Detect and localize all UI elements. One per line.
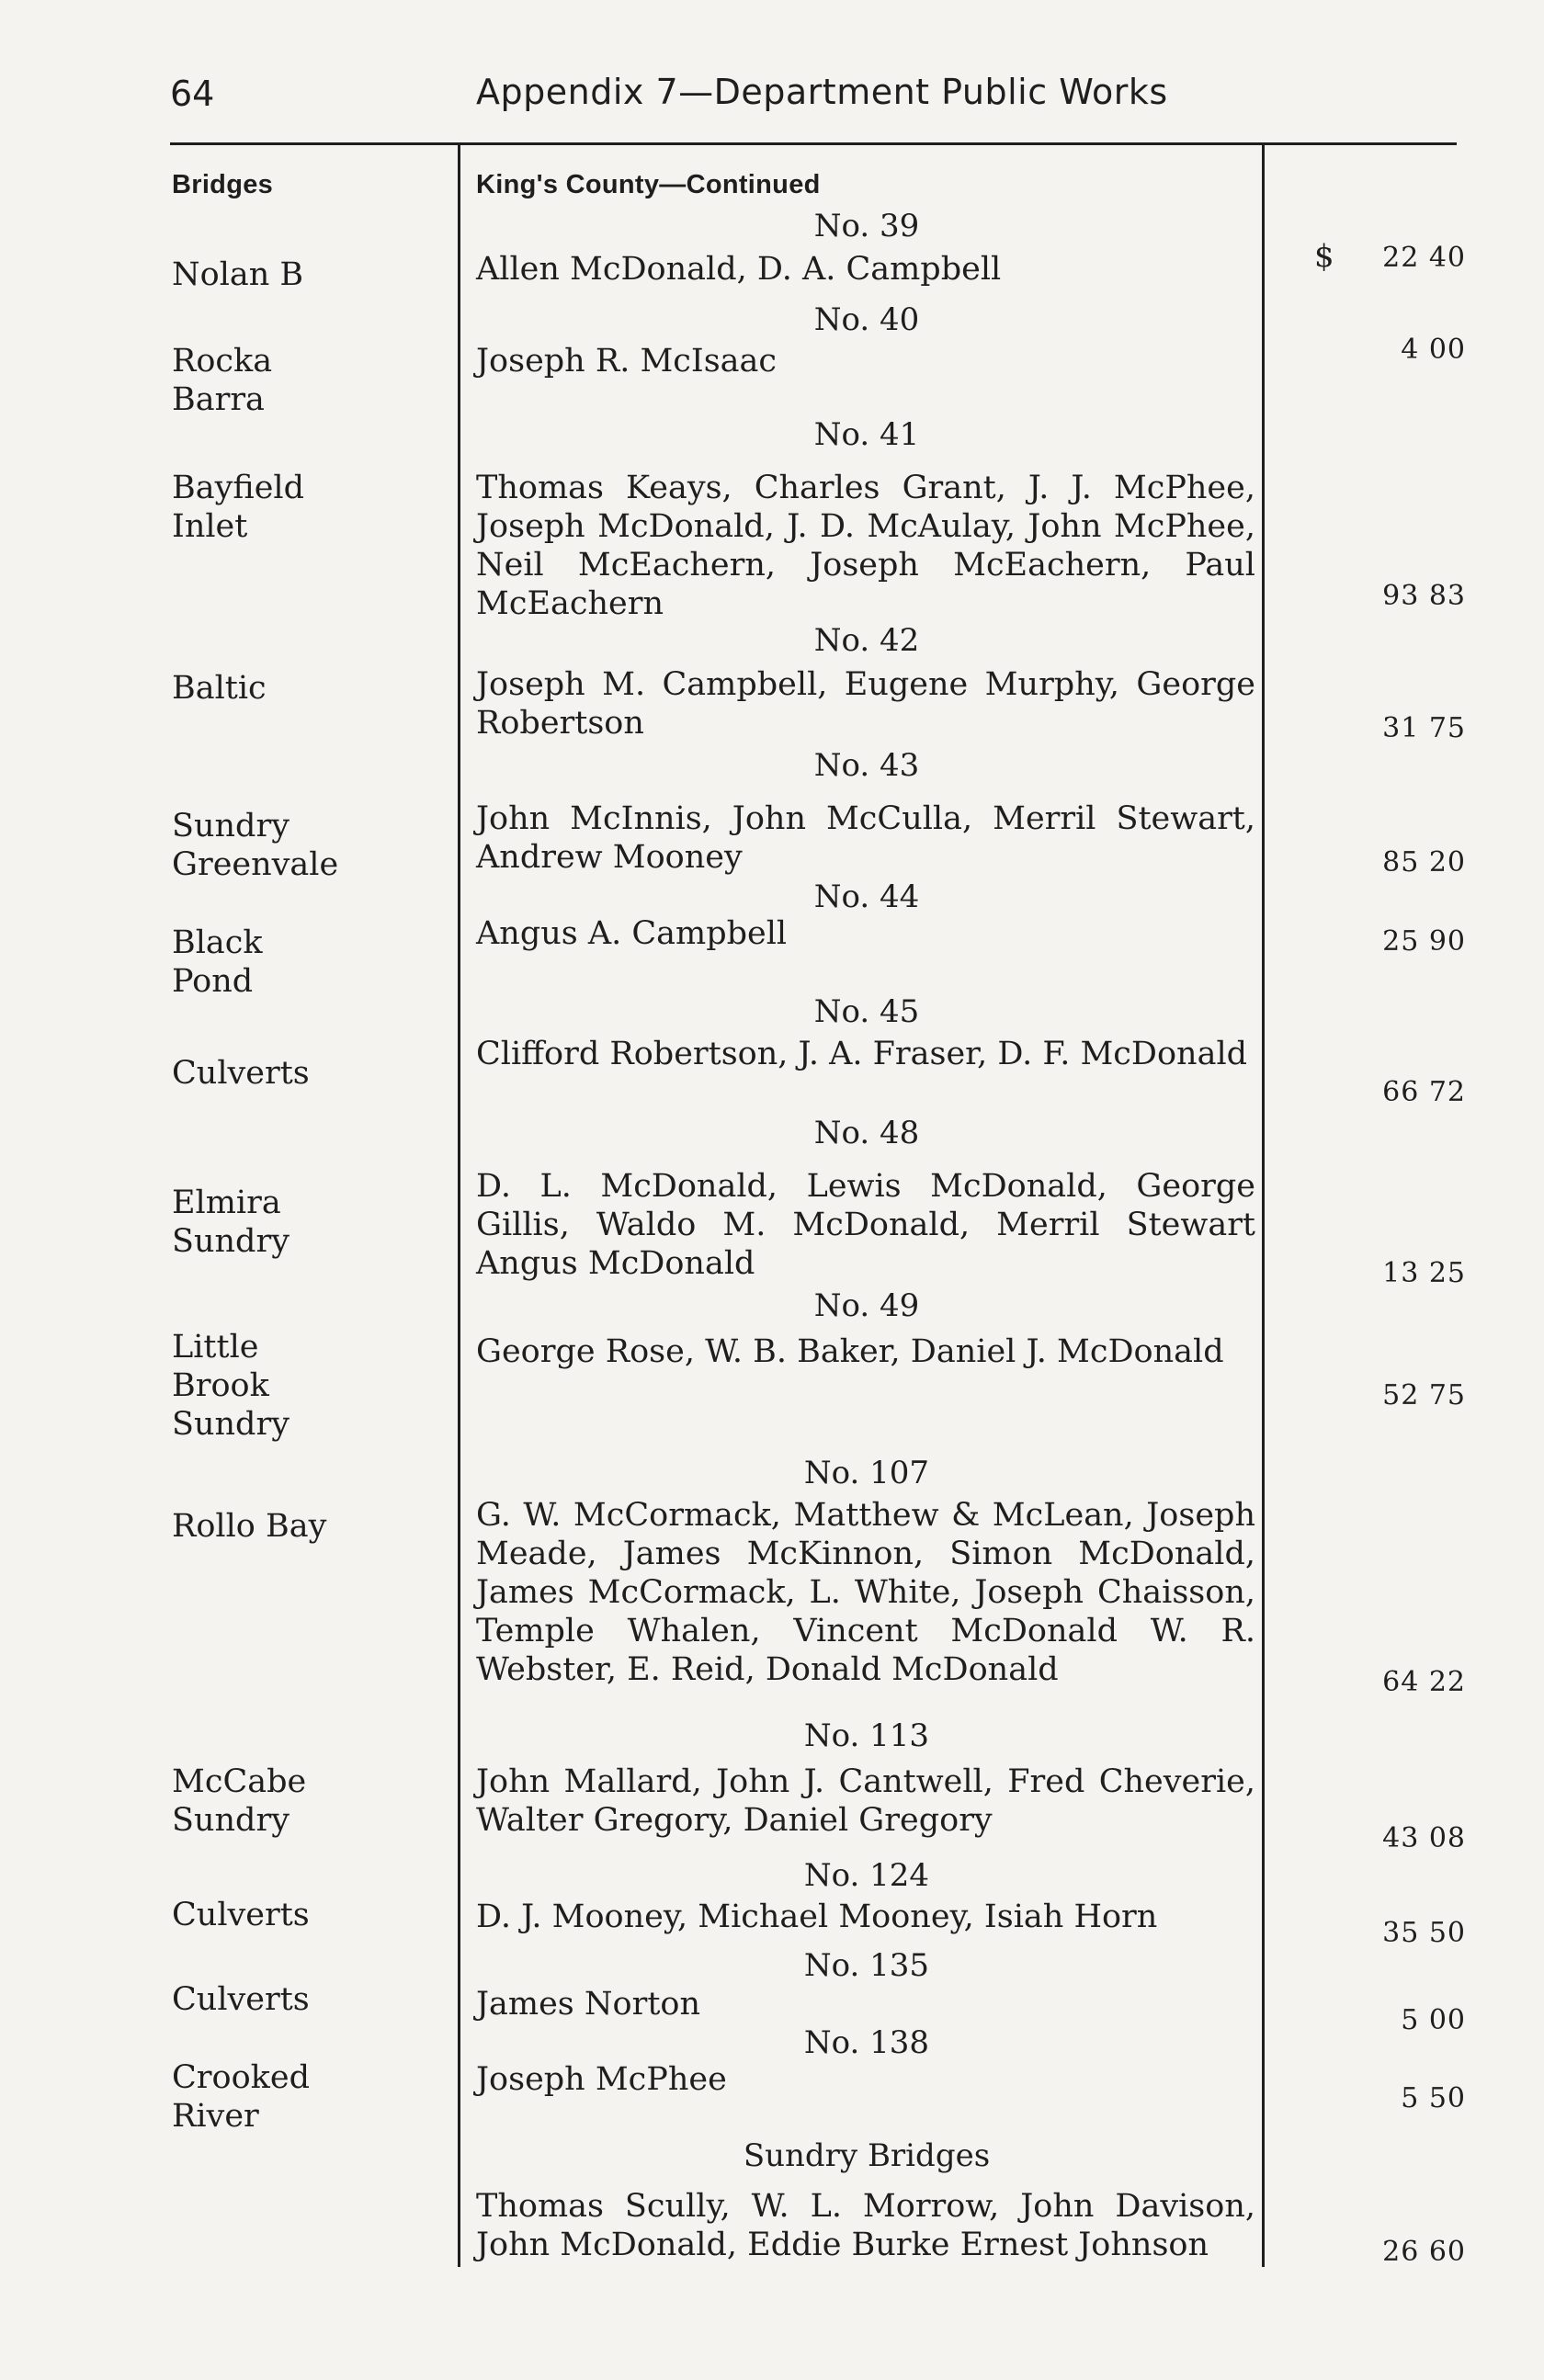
column-rule-right: [1262, 144, 1265, 2267]
bridge-name: Sundry Greenvale: [172, 808, 339, 883]
entry-number: No. 49: [813, 1287, 920, 1324]
entry-number: No. 39: [813, 208, 920, 244]
entry-amount: 66 72: [1382, 1076, 1466, 1108]
entry-number: No. 43: [813, 747, 920, 784]
bridge-name: Bayfield Inlet: [172, 470, 305, 545]
entry-names: G. W. McCormack, Matthew & McLean, Joseph Meade, James McKinnon, Simon McDonald, James McCormack, L. White, Joseph Chaisson, Temple Whalen, Vincent McDonald W. R. Webster, E. Reid, Donald McDonald: [476, 1497, 1255, 1688]
entry-number: No. 135: [803, 1947, 930, 1984]
bridge-name: Elmira Sundry: [172, 1184, 290, 1260]
entry-number: Sundry Bridges: [743, 2137, 991, 2174]
entry-number: No. 48: [813, 1115, 920, 1151]
entry-names: Thomas Scully, W. L. Morrow, John Davison, John McDonald, Eddie Burke Ernest Johnson: [476, 2188, 1255, 2263]
entry-amount: 64 22: [1382, 1666, 1466, 1698]
entry-number: No. 44: [813, 878, 920, 915]
column-heading-county: King's County—Continued: [476, 170, 821, 199]
bridge-name: Rollo Bay: [172, 1508, 327, 1545]
entry-number: No. 40: [813, 301, 920, 338]
entry-amount: 52 75: [1382, 1379, 1466, 1411]
entry-amount: 22 40: [1382, 242, 1466, 274]
bridge-name: Culverts: [172, 1897, 310, 1933]
entry-amount: 85 20: [1382, 846, 1466, 878]
bridge-name: Baltic: [172, 670, 267, 707]
entry-names: D. L. McDonald, Lewis McDonald, George Gillis, Waldo M. McDonald, Merril Stewart Angus McDonald: [476, 1168, 1255, 1282]
entry-amount: 43 08: [1382, 1822, 1466, 1854]
entry-amount: 13 25: [1382, 1257, 1466, 1289]
entry-names: Joseph R. McIsaac: [476, 343, 778, 380]
entry-names: Joseph M. Campbell, Eugene Murphy, George Robertson: [476, 666, 1255, 742]
entry-amount: 5 00: [1401, 2004, 1466, 2036]
dollar-sign: $: [1314, 238, 1334, 275]
bridge-name: Nolan B: [172, 256, 304, 293]
entry-names: George Rose, W. B. Baker, Daniel J. McDonald: [476, 1333, 1224, 1370]
entry-names: Joseph McPhee: [476, 2061, 727, 2098]
bridge-name: Little Brook Sundry: [172, 1329, 290, 1443]
entry-amount: 25 90: [1382, 925, 1466, 958]
entry-number: No. 42: [813, 622, 920, 659]
entry-names: John Mallard, John J. Cantwell, Fred Cheverie, Walter Gregory, Daniel Gregory: [476, 1763, 1255, 1839]
entry-names: John McInnis, John McCulla, Merril Stewart, Andrew Mooney: [476, 800, 1255, 876]
entry-number: No. 41: [813, 416, 920, 453]
page-number: 64: [170, 74, 215, 114]
entry-names: Clifford Robertson, J. A. Fraser, D. F. McDonald: [476, 1036, 1248, 1072]
entry-amount: 31 75: [1382, 712, 1466, 744]
entry-number: No. 138: [803, 2024, 930, 2061]
bridge-name: Crooked River: [172, 2059, 310, 2135]
entry-names: D. J. Mooney, Michael Mooney, Isiah Horn: [476, 1898, 1158, 1935]
entry-number: No. 107: [803, 1455, 930, 1491]
entry-names: Thomas Keays, Charles Grant, J. J. McPhee, Joseph McDonald, J. D. McAulay, John McPhee, Neil McEachern, Joseph McEachern, Paul McEachern: [476, 470, 1255, 622]
entry-amount: 4 00: [1401, 334, 1466, 366]
column-rule-left: [458, 144, 460, 2267]
entry-number: No. 124: [803, 1857, 930, 1894]
entry-amount: 35 50: [1382, 1917, 1466, 1949]
entry-amount: 93 83: [1382, 580, 1466, 612]
running-head: Appendix 7—Department Public Works: [476, 72, 1168, 112]
entry-amount: 5 50: [1401, 2082, 1466, 2114]
entry-number: No. 45: [813, 993, 920, 1030]
bridge-name: McCabe Sundry: [172, 1763, 307, 1839]
entry-number: No. 113: [803, 1717, 930, 1754]
bridge-name: Rocka Barra: [172, 343, 273, 418]
entry-names: James Norton: [476, 1986, 700, 2023]
bridge-name: Black Pond: [172, 924, 263, 1000]
entry-names: Allen McDonald, D. A. Campbell: [476, 251, 1002, 288]
entry-names: Angus A. Campbell: [476, 915, 788, 952]
entry-amount: 26 60: [1382, 2236, 1466, 2268]
column-heading-bridges: Bridges: [172, 170, 274, 199]
bridge-name: Culverts: [172, 1055, 310, 1092]
bridge-name: Culverts: [172, 1981, 310, 2018]
